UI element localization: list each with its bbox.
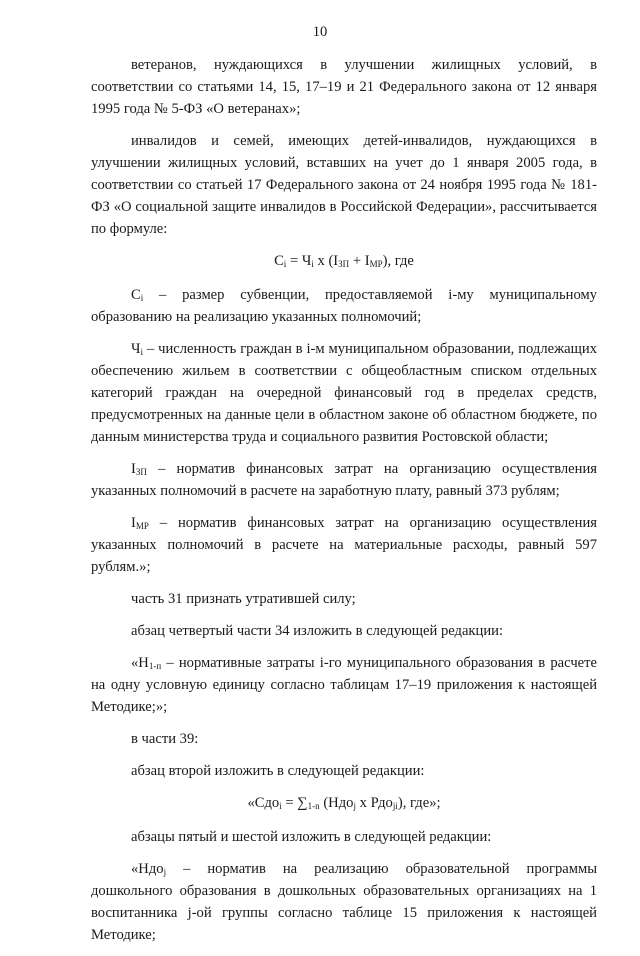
definition-symbol: Ч: [131, 341, 141, 357]
definition-subscript: 1-п: [148, 661, 162, 671]
formula-subscript: i: [279, 801, 282, 811]
definition-chi: [91, 338, 597, 448]
formula-subscript: i: [311, 259, 314, 269]
formula-part: х (I: [313, 253, 339, 269]
definition-n1p: [91, 652, 597, 718]
formula-symbol: C: [274, 253, 284, 269]
definition-symbol: I: [131, 515, 136, 531]
definition-ci: [91, 284, 597, 328]
definition-subscript: МР: [135, 521, 149, 531]
formula-part: ), где»;: [397, 795, 441, 811]
definition-text: – норматив на реализацию образовательной программы дошкольного образования в дошкольных образовательных организациях на 1 воспитанника j-ой группы согласно таблице 15 приложения к настоящей Методике;: [91, 861, 597, 943]
formula-subvention: [91, 250, 597, 272]
paragraph-part-34: абзац четвертый части 34 изложить в следующей редакции:: [131, 623, 504, 639]
paragraph-fifth-sixth: абзацы пятый и шестой изложить в следующей редакции:: [131, 829, 492, 845]
formula-part: х Рдо: [355, 795, 393, 811]
definition-symbol: C: [131, 287, 141, 303]
definition-imr: [91, 512, 597, 578]
formula-part: = ∑: [281, 795, 308, 811]
definition-text: – численность граждан в i-м муниципальном образовании, подлежащих обеспечению жильем в соответствии с общеобластным списком отдельных категорий граждан на очередной финансовый год в пределах средств, предусмотренных на данные цели в областном законе об областном бюджете, по данным министерства труда и социального развития Ростовской области;: [91, 341, 597, 445]
document-body: [91, 54, 597, 956]
definition-text: – норматив финансовых затрат на организацию осуществления указанных полномочий в расчете на заработную плату, равный 373 рублям;: [91, 461, 597, 499]
definition-subscript: j: [163, 867, 167, 877]
formula-sdo: [91, 792, 597, 814]
formula-part: ), где: [382, 253, 414, 269]
definition-izp: [91, 458, 597, 502]
paragraph-second-abzac: абзац второй изложить в следующей редакции:: [131, 763, 425, 779]
formula-part: «Сдо: [247, 795, 280, 811]
definition-text: – размер субвенции, предоставляемой i-му муниципальному образованию на реализацию указанных полномочий;: [91, 287, 597, 325]
paragraph-invalids: инвалидов и семей, имеющих детей-инвалидов, нуждающихся в улучшении жилищных условий, вставших на учет до 1 января 2005 года, в соответствии со статьей 17 Федерального закона от 24 ноября 1995 года № 181-ФЗ «О социальной защите инвалидов в Российской Федерации», рассчитывается по формуле:: [91, 133, 597, 237]
formula-subscript: ЗП: [338, 259, 350, 269]
paragraph-part-39: в части 39:: [131, 731, 199, 747]
definition-ndo: [91, 858, 597, 946]
formula-subscript: 1-n: [307, 801, 320, 811]
definition-symbol: «Ндо: [131, 861, 164, 877]
formula-part: (Ндо: [319, 795, 354, 811]
paragraph-veterans: ветеранов, нуждающихся в улучшении жилищных условий, в соответствии со статьями 14, 15, 17–19 и 21 Федерального закона от 12 января 1995 года № 5-ФЗ «О ветеранах»;: [91, 57, 597, 117]
definition-symbol: I: [131, 461, 136, 477]
definition-subscript: i: [140, 347, 144, 357]
formula-subscript: i: [283, 259, 287, 269]
definition-text: – нормативные затраты i-го муниципального образования в расчете на одну условную единицу согласно таблицам 17–19 приложения к настоящей Методике;»;: [91, 655, 597, 715]
formula-subscript: ji: [392, 801, 398, 811]
formula-part: + I: [349, 253, 370, 269]
page-number: 10: [312, 24, 328, 40]
paragraph-part-31: часть 31 признать утратившей силу;: [131, 591, 356, 607]
definition-subscript: ЗП: [135, 467, 147, 477]
formula-subscript: МР: [369, 259, 383, 269]
definition-text: – норматив финансовых затрат на организацию осуществления указанных полномочий в расчете на материальные расходы, равный 597 рублям.»;: [91, 515, 597, 575]
definition-symbol: «Н: [131, 655, 149, 671]
definition-subscript: i: [140, 293, 144, 303]
formula-part: = Ч: [286, 253, 312, 269]
formula-subscript: j: [353, 801, 356, 811]
